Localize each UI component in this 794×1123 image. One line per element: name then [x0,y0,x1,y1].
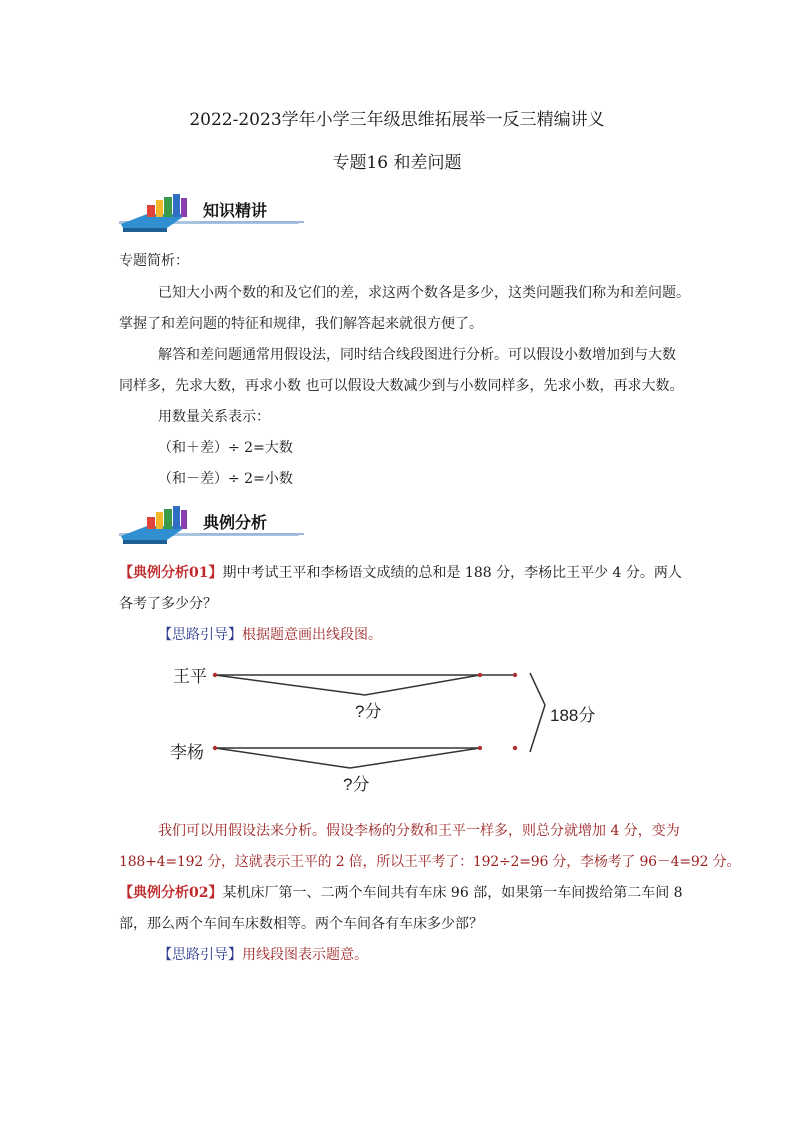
hint-text: 根据题意画出线段图。 [242,627,382,643]
section-title: 典例分析 [203,513,268,532]
intro-paragraph-2b: 同样多，先求大数，再求小数 也可以假设大数减少到与小数同样多，先求小数，再求大数。 [119,378,684,394]
point [478,746,482,750]
hint-tag: 【思路引导】 [158,627,242,643]
example2-hint [158,944,368,964]
intro-label: 专题简析： [119,253,189,269]
section-title: 知识精讲 [203,201,268,220]
point [478,673,482,677]
line-segment-diagram [165,655,625,800]
total-brace [530,673,545,752]
section-header-examples [119,500,309,552]
brace-top [215,675,480,695]
total-label: 188分 [550,706,596,725]
example1-question-line2: 各考了多少分？ [119,596,217,612]
point [513,746,517,750]
example1-tag: 【典例分析01】 [119,565,223,581]
intro-paragraph-1a: 已知大小两个数的和及它们的差，求这两个数各是多少，这类问题我们称为和差问题。 [158,285,690,301]
intro-paragraph-1b: 掌握了和差问题的特征和规律，我们解答起来就很方便了。 [119,316,483,332]
hint-tag: 【思路引导】 [158,947,242,963]
segment-name-wangping: 王平 [173,667,207,686]
section-header-knowledge [119,188,309,240]
hint-text: 用线段图表示题意。 [242,947,368,963]
example1-answer-line1: 我们可以用假设法来分析。假设李杨的分数和王平一样多，则总分就增加 4 分，变为 [158,823,680,839]
intro-paragraph-2a: 解答和差问题通常用假设法，同时结合线段图进行分析。可以假设小数增加到与大数 [158,347,676,363]
segment-label-top: ?分 [355,702,382,721]
segment-name-liyang: 李杨 [170,743,204,762]
example1-question-text: 期中考试王平和李杨语文成绩的总和是 188 分，李杨比王平少 4 分。两人 [222,565,682,581]
point [213,673,217,677]
intro-paragraph-3: 用数量关系表示： [158,409,270,425]
formula-small: （和－差）÷ 2=小数 [158,471,293,487]
example2-question-line1 [119,882,683,902]
point [513,673,517,677]
document-subtitle: 专题16 和差问题 [332,153,462,173]
document-title: 2022-2023学年小学三年级思维拓展举一反三精编讲义 [189,110,605,130]
segment-label-bottom: ?分 [343,775,370,794]
point [213,746,217,750]
formula-big: （和＋差）÷ 2=大数 [158,440,293,456]
example1-question-line1 [119,562,682,582]
example2-question-text: 某机床厂第一、二两个车间共有车床 96 部，如果第一车间拨给第二车间 8 [222,885,683,901]
example1-answer-line2: 188+4=192 分，这就表示王平的 2 倍，所以王平考了：192÷2=96 分，李杨考了 96－4=92 分。 [119,854,741,870]
example2-question-line2: 部，那么两个车间车床数相等。两个车间各有车床多少部？ [119,916,483,932]
brace-bottom [215,748,480,768]
example1-hint [158,624,382,644]
example2-tag: 【典例分析02】 [119,885,223,901]
